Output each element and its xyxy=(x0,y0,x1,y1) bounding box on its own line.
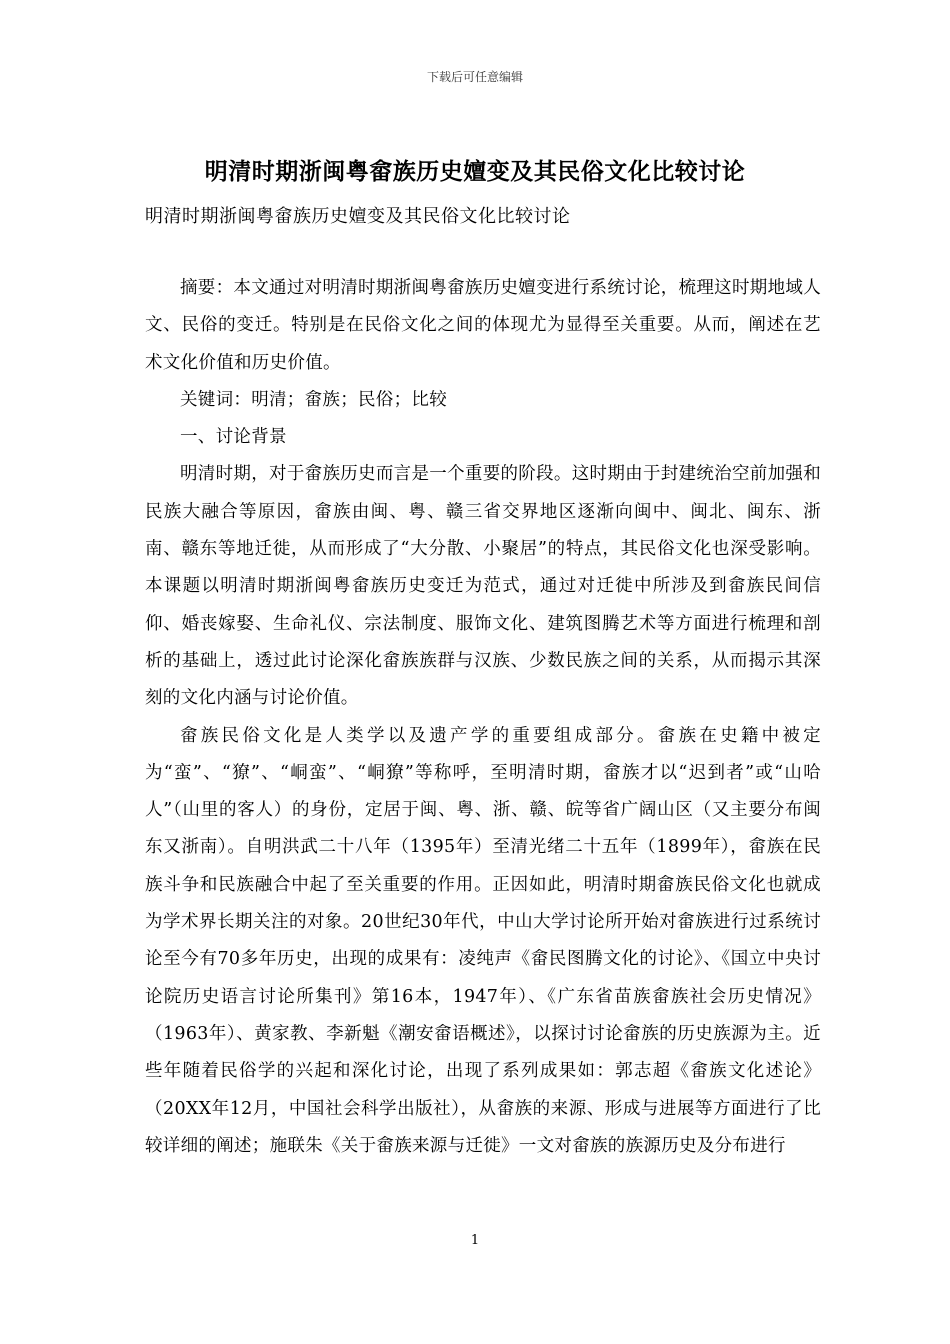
page-header-note: 下载后可任意编辑 xyxy=(426,70,523,84)
body-paragraph: 明清时期，对于畲族历史而言是一个重要的阶段。这时期由于封建统治空前加强和民族大融合等原因，畲族由闽、粤、赣三省交界地区逐渐向闽中、闽北、闽东、浙南、赣东等地迁徙，从而形成了“大分散、小聚居”的特点，其民俗文化也深受影响。本课题以明清时期浙闽粤畲族历史变迁为范式，通过对迁徙中所涉及到畲族民间信仰、婚丧嫁娶、生命礼仪、宗法制度、服饰文化、建筑图腾艺术等方面进行梳理和剖析的基础上，透过此讨论深化畲族族群与汉族、少数民族之间的关系，从而揭示其深刻的文化内涵与讨论价值。 xyxy=(145,464,821,709)
page-number: 1 xyxy=(470,1233,480,1248)
document-subtitle: 明清时期浙闽粤畲族历史嬗变及其民俗文化比较讨论 xyxy=(145,206,571,227)
document-title: 明清时期浙闽粤畲族历史嬗变及其民俗文化比较讨论 xyxy=(204,158,746,185)
keywords-paragraph: 关键词：明清；畲族；民俗；比较 xyxy=(180,389,447,410)
section-heading: 一、讨论背景 xyxy=(180,427,287,448)
body-paragraph: 畲族民俗文化是人类学以及遗产学的重要组成部分。畲族在史籍中被定为“蛮”、“獠”、“峒蛮”、“峒獠”等称呼，至明清时期，畲族才以“迟到者”或“山哈人”（山里的客人）的身份，定居于闽、粤、浙、赣、皖等省广阔山区（又主要分布闽东又浙南）。自明洪武二十八年（1395年）至清光绪二十五年（1899年），畲族在民族斗争和民族融合中起了至关重要的作用。正因如此，明清时期畲族民俗文化也就成为学术界长期关注的对象。20世纪30年代，中山大学讨论所开始对畲族进行过系统讨论至今有70多年历史，出现的成果有：凌纯声《畲民图腾文化的讨论》、《国立中央讨论院历史语言讨论所集刊》第16本，1947年）、《广东省苗族畲族社会历史情况》（1963年）、黄家教、李新魁《潮安畲语概述》，以探讨讨论畲族的历史族源为主。近些年随着民俗学的兴起和深化讨论，出现了系列成果如：郭志超《畲族文化述论》（20XX年12月，中国社会科学出版社），从畲族的来源、形成与进展等方面进行了比较详细的阐述；施联朱《关于畲族来源与迁徙》一文对畲族的族源历史及分布进行 xyxy=(145,725,821,1156)
document-body xyxy=(145,270,821,1165)
abstract-paragraph: 摘要：本文通过对明清时期浙闽粤畲族历史嬗变进行系统讨论，梳理这时期地域人文、民俗的变迁。特别是在民俗文化之间的体现尤为显得至关重要。从而，阐述在艺术文化价值和历史价值。 xyxy=(145,278,821,373)
